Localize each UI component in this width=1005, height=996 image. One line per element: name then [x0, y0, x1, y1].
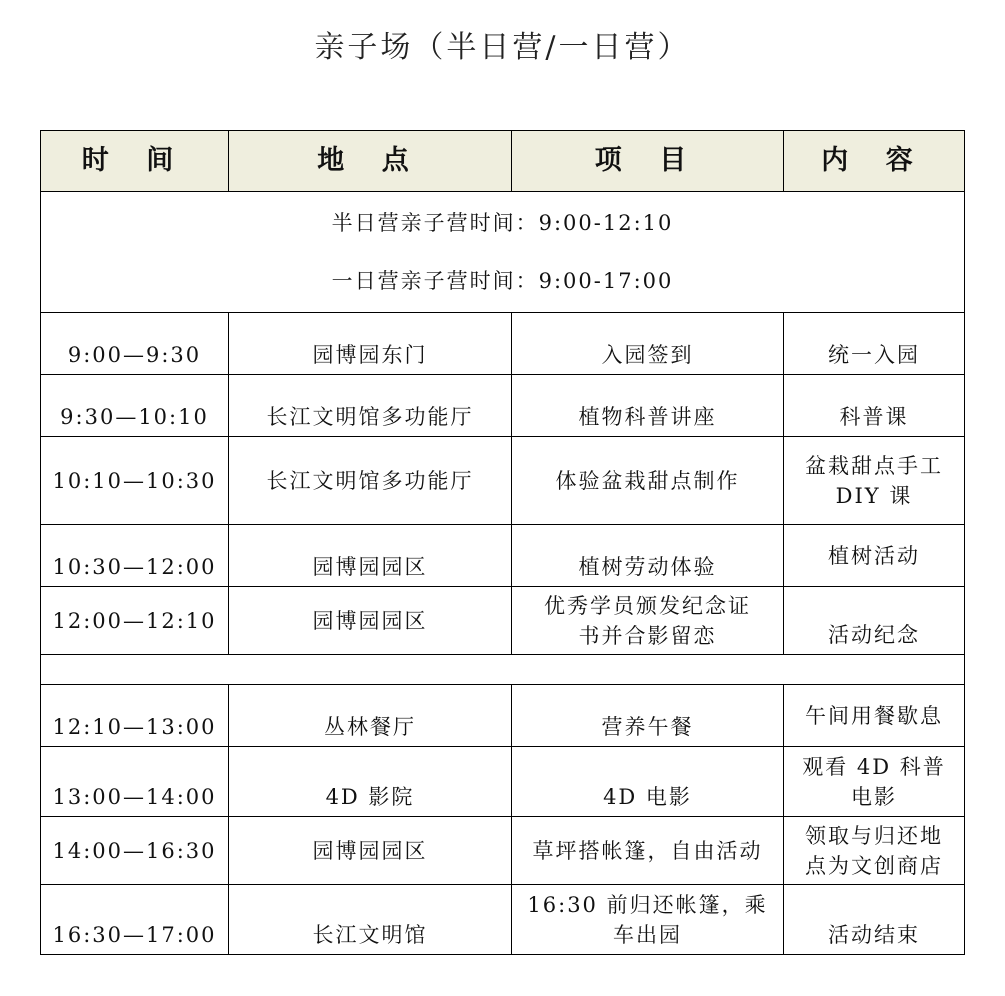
header-time: 时 间 [41, 131, 229, 192]
full-day-time: 一日营亲子营时间：9:00-17:00 [331, 269, 674, 293]
cell-item: 营养午餐 [512, 685, 784, 747]
cell-place: 园博园园区 [229, 525, 512, 587]
content-line-2: 点为文创商店 [805, 853, 943, 878]
table-row [41, 375, 965, 437]
table-row [41, 437, 965, 525]
cell-time: 16:30—17:00 [41, 885, 229, 955]
header-item: 项 目 [512, 131, 784, 192]
cell-time: 14:00—16:30 [41, 817, 229, 885]
cell-time: 9:30—10:10 [41, 375, 229, 437]
cell-content [784, 437, 965, 525]
cell-place: 丛林餐厅 [229, 685, 512, 747]
content-line-1: 盆栽甜点手工 [805, 453, 943, 478]
table-row [41, 525, 965, 587]
cell-place: 长江文明馆多功能厅 [229, 437, 512, 525]
cell-item: 草坪搭帐篷，自由活动 [512, 817, 784, 885]
table-row [41, 313, 965, 375]
table-header-row [41, 131, 965, 192]
separator-row [41, 655, 965, 685]
session-times-row [41, 192, 965, 313]
table-row [41, 587, 965, 655]
page-title: 亲子场（半日营/一日营） [314, 30, 691, 65]
cell-time: 9:00—9:30 [41, 313, 229, 375]
half-day-time: 半日营亲子营时间：9:00-12:10 [331, 211, 674, 235]
cell-content: 活动纪念 [784, 587, 965, 655]
cell-time: 10:30—12:00 [41, 525, 229, 587]
cell-place: 园博园东门 [229, 313, 512, 375]
cell-content: 统一入园 [784, 313, 965, 375]
session-times-cell [41, 192, 965, 313]
cell-item: 体验盆栽甜点制作 [512, 437, 784, 525]
cell-place: 长江文明馆多功能厅 [229, 375, 512, 437]
cell-time: 12:00—12:10 [41, 587, 229, 655]
header-content: 内 容 [784, 131, 965, 192]
table-row [41, 747, 965, 817]
cell-item: 植物科普讲座 [512, 375, 784, 437]
cell-time: 10:10—10:30 [41, 437, 229, 525]
cell-item [512, 587, 784, 655]
cell-place: 4D 影院 [229, 747, 512, 817]
item-line-1: 16:30 前归还帐篷，乘 [527, 892, 768, 917]
cell-place: 园博园园区 [229, 817, 512, 885]
table-row [41, 885, 965, 955]
item-line-2: 书并合影留恋 [578, 623, 717, 648]
cell-place: 园博园园区 [229, 587, 512, 655]
cell-content [784, 747, 965, 817]
cell-time: 12:10—13:00 [41, 685, 229, 747]
cell-item: 4D 电影 [512, 747, 784, 817]
cell-content: 植树活动 [784, 525, 965, 587]
separator-cell [41, 655, 965, 685]
cell-content: 活动结束 [784, 885, 965, 955]
cell-content: 午间用餐歇息 [784, 685, 965, 747]
cell-item: 植树劳动体验 [512, 525, 784, 587]
cell-content: 科普课 [784, 375, 965, 437]
content-line-1: 领取与归还地 [805, 823, 943, 848]
table-row [41, 817, 965, 885]
item-line-2: 车出园 [613, 922, 682, 947]
cell-time: 13:00—14:00 [41, 747, 229, 817]
content-line-1: 观看 4D 科普 [802, 754, 946, 779]
cell-item: 入园签到 [512, 313, 784, 375]
table-row [41, 685, 965, 747]
cell-item [512, 885, 784, 955]
content-line-2: DIY 课 [835, 483, 913, 508]
header-place: 地 点 [229, 131, 512, 192]
schedule-table [40, 130, 965, 955]
cell-content [784, 817, 965, 885]
content-line-2: 电影 [851, 784, 897, 809]
cell-place: 长江文明馆 [229, 885, 512, 955]
item-line-1: 优秀学员颁发纪念证 [544, 593, 751, 618]
